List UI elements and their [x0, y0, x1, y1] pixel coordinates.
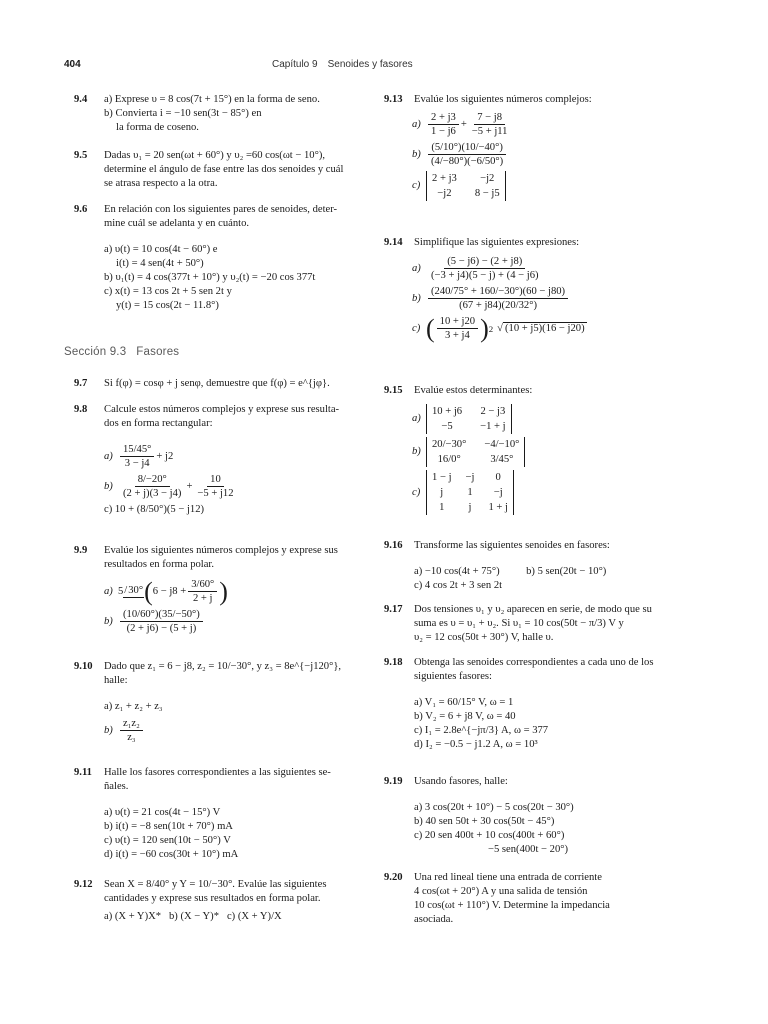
item-label: c) — [412, 486, 421, 498]
problem-item — [412, 437, 714, 467]
operator: + — [460, 118, 467, 130]
problem-item: −5 sen(400t − 20°) — [488, 844, 569, 855]
problem-text: dos en forma rectangular: — [104, 418, 213, 429]
problem-item — [412, 111, 714, 138]
problem-text: cantidades y exprese sus resultados en forma polar. — [104, 893, 321, 904]
item-label: b) — [104, 615, 113, 627]
problem-item: b) υ₁(t) = 4 cos(377t + 10°) y υ₂(t) = −20 cos 377t — [104, 272, 316, 283]
item-label: a) — [104, 450, 113, 462]
determinant: 2 + j3 −j2 −j2 8 − j5 — [426, 171, 506, 201]
problem-text: determine el ángulo de fase entre las dos senoides y cuál — [104, 164, 344, 175]
problem-text: Dado que z₁ = 6 − j8, z₂ = 10/−30°, y z₃ = 8e^{−j120°}, — [104, 661, 342, 672]
section-heading — [64, 345, 179, 359]
item-label: a) — [412, 413, 421, 424]
chapter-heading — [272, 58, 413, 72]
problem-number: 9.5 — [74, 150, 88, 161]
chapter-label: Capítulo 9 — [272, 59, 318, 70]
item-label: b) — [412, 148, 421, 160]
problem-text: Una red lineal tiene una entrada de corriente — [414, 872, 602, 883]
problem-number: 9.14 — [384, 237, 403, 248]
problem-text: Evalúe estos determinantes: — [414, 385, 533, 396]
problem-number: 9.19 — [384, 776, 403, 787]
expression: 6 − j8 + — [152, 585, 187, 597]
item-label: a) — [104, 585, 113, 597]
problem-text: Simplifique las siguientes expresiones: — [414, 237, 580, 248]
angle: / 30° — [123, 585, 144, 598]
problem-text: Dos tensiones υ₁ y υ₂ aparecen en serie, de modo que su — [414, 604, 652, 615]
problem-item — [412, 315, 714, 342]
fraction: $\frac{10 + j20}{3 + j4}$ — [437, 315, 478, 342]
magnitude: 5 — [118, 585, 124, 597]
problem-text: Evalúe los siguientes números complejos y exprese sus — [104, 545, 338, 556]
problem-item: d) i(t) = −60 cos(30t + 10°) mA — [104, 849, 239, 860]
problem-text: Transforme las siguientes senoides en fasores: — [414, 540, 610, 551]
problem-item: y(t) = 15 cos(2t − 11.8°) — [116, 300, 219, 311]
section-title: Fasores — [136, 346, 180, 358]
problem-item — [412, 470, 714, 515]
fraction: $\frac{10}{-5 + j12}$ — [197, 474, 234, 499]
problem-text: resultados en forma polar. — [104, 559, 215, 570]
problem-text: Si f(φ) = cosφ + j senφ, demuestre que f(φ) = e^{jφ}. — [104, 378, 330, 389]
problem-item: c) x(t) = 13 cos 2t + 5 sen 2t y — [104, 286, 232, 297]
problem-text: Obtenga las senoides correspondientes a cada uno de los — [414, 657, 654, 668]
item-label: c) — [412, 322, 421, 334]
problem-9-4 — [64, 93, 364, 135]
fraction: $\frac{(240/75^\circ + 160/-30^\circ)(60 - j80)}{(67 + j84)(20/32^\circ)}$ — [428, 285, 568, 312]
problem-text: Sean X = 8/40° y Y = 10/−30°. Evalúe las siguientes — [104, 879, 327, 890]
fraction: $\frac{2 + j3}{1 - j6}$ — [428, 111, 459, 138]
problem-text: halle: — [104, 675, 128, 686]
problem-number: 9.10 — [74, 661, 93, 672]
problem-text: se atrasa respecto a la otra. — [104, 178, 218, 189]
problem-item: c) υ(t) = 120 sen(10t − 50°) V — [104, 835, 231, 846]
problem-item: d) I₂ = −0.5 − j1.2 A, ω = 10³ — [414, 739, 538, 750]
problem-text: Usando fasores, halle: — [414, 776, 508, 787]
problem-item — [412, 255, 714, 282]
problem-9-6 — [64, 203, 364, 313]
problem-text: mine cuál se adelanta y en cuánto. — [104, 218, 250, 229]
problem-9-12 — [64, 878, 364, 924]
problem-number: 9.4 — [74, 94, 88, 105]
fraction: $\frac{\text{z₁z₂}}{\text{z₃}}$ — [120, 717, 143, 744]
page-number: 404 — [64, 59, 81, 70]
problem-9-17 — [384, 603, 714, 645]
problem-number: 9.8 — [74, 404, 88, 415]
exponent: 2 — [488, 323, 494, 334]
problem-item: a) z₁ + z₂ + z₃ — [104, 701, 163, 712]
paren-left: ( — [426, 313, 435, 343]
fraction: $\frac{8/-20^\circ}{(2 + j)(3 - j4)}$ — [123, 474, 182, 499]
problem-text: Calcule estos números complejos y exprese sus resulta- — [104, 404, 340, 415]
problem-number: 9.13 — [384, 94, 403, 105]
problem-item — [412, 171, 714, 201]
fraction: $\frac{(5/10^\circ)(10/-40^\circ)}{(4/-80^\circ)(-6/50^\circ)}$ — [428, 141, 506, 168]
problem-item — [104, 578, 364, 605]
problem-item: a) υ(t) = 10 cos(4t − 60°) e — [104, 244, 218, 255]
problem-text: En relación con los siguientes pares de senoides, deter- — [104, 204, 338, 215]
problem-9-19 — [384, 775, 714, 857]
paren-right: ) — [219, 576, 228, 606]
problem-item: c) 10 + (8/50°)(5 − j12) — [104, 504, 205, 515]
problem-item — [104, 608, 364, 635]
problem-text: asociada. — [414, 914, 454, 925]
problem-item: a) −10 cos(4t + 75°) b) 5 sen(20t − 10°) — [414, 566, 607, 577]
problem-9-8 — [64, 403, 364, 517]
item-label: b) — [412, 446, 421, 457]
problem-text: siguientes fasores: — [414, 671, 492, 682]
fraction: $\frac{15/45^\circ}{3 - j4}$ — [120, 443, 154, 470]
operator: + — [186, 480, 193, 492]
problem-9-18 — [384, 656, 714, 752]
problem-number: 9.18 — [384, 657, 403, 668]
problem-text: 10 cos(ωt + 110°) V. Determine la impedancia — [414, 900, 610, 911]
paren-left: ( — [144, 576, 153, 606]
fraction: $\frac{(5 - j6) - (2 + j8)}{(-3 + j4)(5 - j) + (4 - j6)}$ — [431, 256, 539, 281]
problem-item: c) I₁ = 2.8e^{−jπ/3} A, ω = 377 — [414, 725, 549, 736]
determinant: 10 + j6 2 − j3 −5 −1 + j — [426, 404, 512, 434]
determinant: 1 − j −j 0 j 1 −j 1 j 1 + j — [426, 470, 514, 515]
problem-text: Evalúe los siguientes números complejos: — [414, 94, 592, 105]
problem-number: 9.17 — [384, 604, 403, 615]
fraction: $\frac{3/60^\circ}{2 + j}$ — [188, 578, 217, 605]
item-label: c) — [412, 180, 421, 191]
problem-9-7 — [64, 377, 364, 391]
item-label: b) — [104, 480, 113, 492]
expression-tail: + j2 — [156, 450, 174, 462]
problem-item: a) Exprese υ = 8 cos(7t + 15°) en la forma de seno. — [104, 94, 320, 105]
item-label: a) — [412, 118, 421, 130]
problem-item — [412, 404, 714, 434]
problem-9-5 — [64, 149, 364, 191]
problem-item: c) 20 sen 400t + 10 cos(400t + 60°) — [414, 830, 565, 841]
problem-9-9 — [64, 544, 364, 638]
problem-item: i(t) = 4 sen(4t + 50°) — [116, 258, 204, 269]
problem-number: 9.12 — [74, 879, 93, 890]
determinant: 20/−30° −4/−10° 16/0° 3/45° — [426, 437, 525, 467]
problem-item: la forma de coseno. — [116, 122, 199, 133]
problem-item: a) υ(t) = 21 cos(4t − 15°) V — [104, 807, 221, 818]
problem-text: suma es υ = υ₁ + υ₂. Si υ₁ = 10 cos(50t − π/3) V y — [414, 618, 624, 629]
problem-text: 4 cos(ωt + 20°) A y una salida de tensión — [414, 886, 588, 897]
problem-9-13 — [384, 93, 714, 204]
problem-text: ñales. — [104, 781, 129, 792]
problem-number: 9.20 — [384, 872, 403, 883]
problem-item — [104, 717, 364, 744]
problem-number: 9.15 — [384, 385, 403, 396]
problem-item — [412, 141, 714, 168]
problem-item: a) 3 cos(20t + 10°) − 5 cos(20t − 30°) — [414, 802, 574, 813]
problem-item: c) 4 cos 2t + 3 sen 2t — [414, 580, 503, 591]
item-label: b) — [412, 292, 421, 304]
problem-item: a) V₁ = 60/15° V, ω = 1 — [414, 697, 514, 708]
problem-9-10 — [64, 660, 364, 747]
problem-9-20 — [384, 871, 714, 927]
problem-item: b) V₂ = 6 + j8 V, ω = 40 — [414, 711, 516, 722]
problem-text: Halle los fasores correspondientes a las siguientes se- — [104, 767, 331, 778]
fraction: $\frac{(10/60^\circ)(35/-50^\circ)}{(2 + j6) - (5 + j)}$ — [120, 608, 203, 635]
problem-number: 9.7 — [74, 378, 88, 389]
fraction: $\frac{7 - j8}{-5 + j11}$ — [471, 112, 508, 137]
problem-9-16 — [384, 539, 714, 593]
paren-right: ) — [480, 313, 489, 343]
square-root: √ (10 + j5)(16 − j20) — [497, 322, 585, 334]
item-label: b) — [104, 724, 113, 736]
problem-text: Dadas υ₁ = 20 sen(ωt + 60°) y υ₂ =60 cos(ωt − 10°), — [104, 150, 326, 161]
item-label: a) — [412, 262, 421, 274]
problem-number: 9.16 — [384, 540, 403, 551]
section-label: Sección 9.3 — [64, 346, 127, 358]
problem-item: b) Convierta i = −10 sen(3t − 85°) en — [104, 108, 262, 119]
problem-item: b) i(t) = −8 sen(10t + 70°) mA — [104, 821, 233, 832]
problem-item — [104, 443, 364, 470]
problem-9-15 — [384, 384, 714, 518]
problem-number: 9.9 — [74, 545, 88, 556]
problem-item: b) 40 sen 50t + 30 cos(50t − 45°) — [414, 816, 555, 827]
problem-item: a) (X + Y)X* b) (X − Y)* c) (X + Y)/X — [104, 911, 282, 922]
problem-9-14 — [384, 236, 714, 345]
problem-number: 9.11 — [74, 767, 92, 778]
problem-text: υ₂ = 12 cos(50t + 30°) V, halle υ. — [414, 632, 554, 643]
problem-item — [104, 473, 364, 500]
problem-9-11 — [64, 766, 364, 862]
problem-number: 9.6 — [74, 204, 88, 215]
chapter-title: Senoides y fasores — [327, 59, 413, 70]
problem-item — [412, 285, 714, 312]
